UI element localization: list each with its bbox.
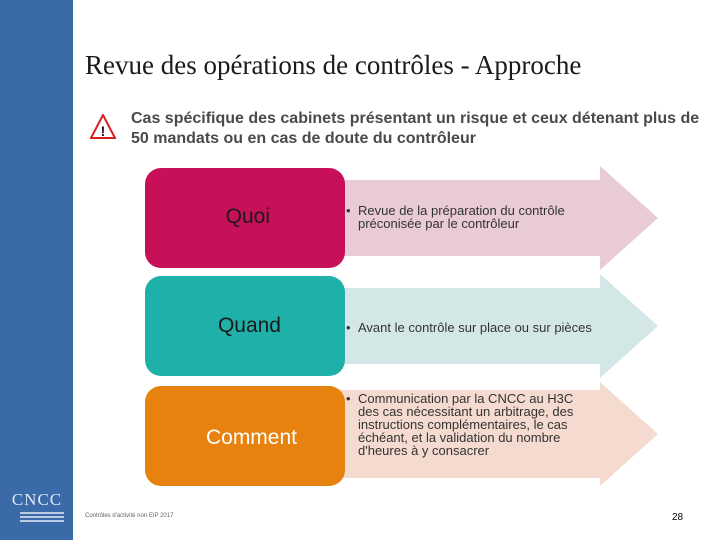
logo-tagline-lines bbox=[20, 512, 64, 522]
sidebar-band bbox=[0, 0, 73, 540]
slide-title: Revue des opérations de contrôles - Approche bbox=[85, 50, 582, 80]
cncc-logo bbox=[6, 486, 68, 528]
logo-text: CNCC bbox=[11, 490, 63, 509]
quand-text: Avant le contrôle sur place ou sur pièces bbox=[358, 320, 592, 335]
svg-text:!: ! bbox=[100, 123, 106, 139]
quoi-text: Revue de la préparation du contrôle préconisée par le contrôleur bbox=[358, 203, 565, 231]
footer-text: Contrôles d'activité non EIP 2017 bbox=[85, 513, 174, 519]
page-number: 28 bbox=[672, 512, 684, 523]
slide-subtitle: Cas spécifique des cabinets présentant un risque et ceux détenant plus de 50 mandats ou en cas de doute du contrôleur bbox=[131, 110, 700, 147]
comment-text: Communication par la CNCC au H3C des cas nécessitant un arbitrage, des instructions complémentaires, le cas échéant, et la validation du nombre d'heures à y consacrer bbox=[358, 391, 574, 458]
quoi-label: Quoi bbox=[225, 205, 270, 228]
comma-mark-icon: ’ bbox=[48, 21, 66, 81]
quand-description: • Avant le contrôle sur place ou sur pièces bbox=[346, 320, 592, 335]
comment-description: • Communication par la CNCC au H3C des cas nécessitant un arbitrage, des instructions complémentaires, le cas échéant, et la validation du nombre d'heures à y consacrer bbox=[346, 392, 596, 457]
quand-label: Quand bbox=[217, 314, 281, 337]
warning-icon bbox=[90, 114, 116, 140]
comment-label: Comment bbox=[205, 426, 297, 449]
quoi-description: • Revue de la préparation du contrôle préconisée par le contrôleur bbox=[346, 204, 606, 230]
